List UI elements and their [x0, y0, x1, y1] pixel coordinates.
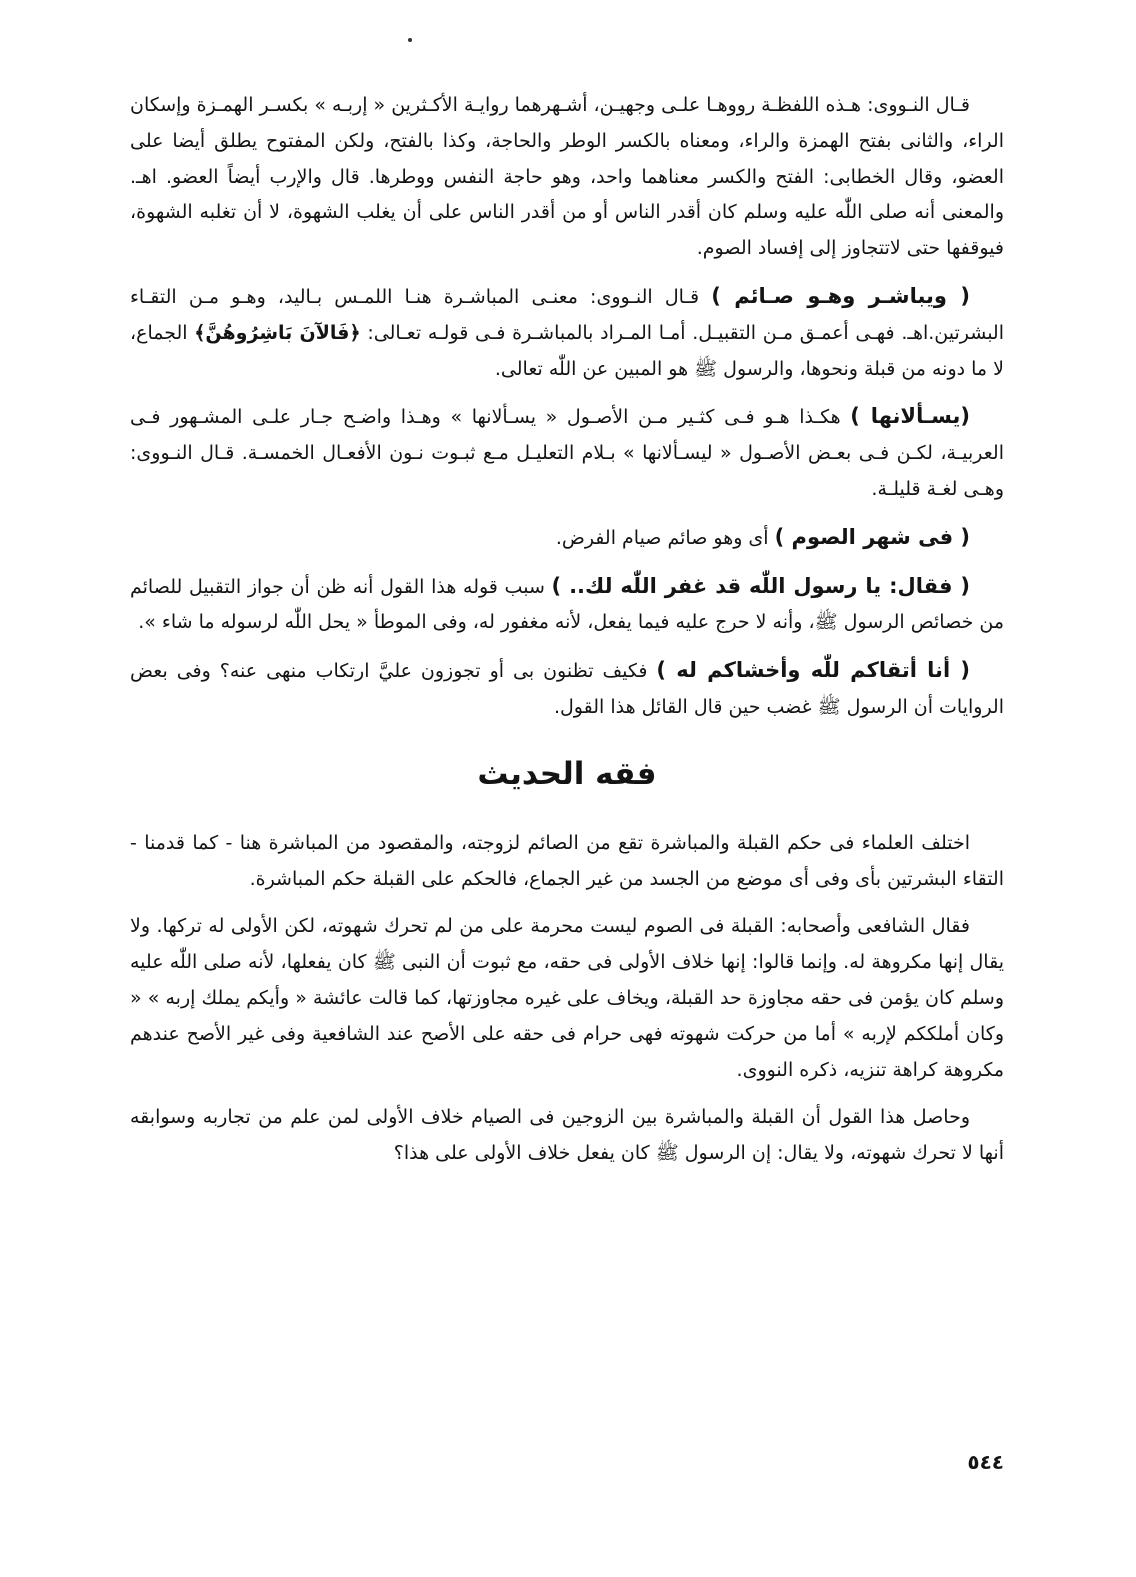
page-body — [130, 88, 1004, 1172]
term-atqakum: ( أنا أتقاكم للّٰه وأخشاكم له ) — [656, 658, 970, 683]
paragraph-irbah-commentary: قـال النـووى: هـذه اللفظـة رووهـا علـى وجهيـن، أشـهرهما روايـة الأكـثرين « إربـه » بكسـر الهمـزة وإسكان الراء، والثانى بفتح الهمزة والراء، ومعناه بالكسر الوطر والحاجة، وكذا بالفتح، ولكن المفتوح يطلق أيضا على العضو، وقال الخطابى: الفتح والكسر معناهما واحد، وهو حاجة النفس ووطرها. قال والإرب أيضاً العضو. اهـ. والمعنى أنه صلى اللّٰه عليه وسلم كان أقدر الناس أو من أقدر الناس على أن يغلب الشهوة، لا أن تغلبه الشهوة، فيوقفها حتى لاتتجاوز إلى إفساد الصوم. — [130, 94, 1004, 260]
ink-dot — [408, 38, 412, 42]
term-yubashir: ( ويباشـر وهـو صـائم ) — [711, 283, 970, 308]
page-number: ٥٤٤ — [967, 1450, 1004, 1474]
text-mubashara-a: قـال النـووى: معنـى المباشـرة هنـا اللمـس بـاليد، وهـو مـن التقـاء البشرتين.اهـ. فهـى أعمـق مـن التقبيـل. أمـا المـراد بالمباشـرة فـى قولـه تعـالى: — [130, 285, 1004, 344]
text-atqakum: فكيف تظنون بى أو تجوزون عليَّ ارتكاب منهى عنه؟ وفى بعض الروايات أن الرسول ﷺ غضب حين قال القائل هذا القول. — [130, 660, 1004, 718]
paragraph-mubashara — [130, 279, 1004, 387]
paragraph-atqakum — [130, 653, 1004, 726]
text-yasalaniha: هكـذا هـو فـى كثـير مـن الأصـول « يسـألانها » وهـذا واضـح جـار علـى المشـهور فـى العربيـة، لكـن فـى بعـض الأصـول « ليسـألانها » بـلام التعليـل مـع ثبـوت نـون الأفعـال الخمسـة. قـال النـووى: وهـى لغـة قليلـة. — [130, 406, 1004, 500]
paragraph-yasalaniha — [130, 399, 1004, 507]
paragraph-shafii: فقال الشافعى وأصحابه: القبلة فى الصوم ليست محرمة على من لم تحرك شهوته، لكن الأولى له تركها. ولا يقال إنها مكروهة له. وإنما قالوا: إنها خلاف الأولى فى حقه، مع ثبوت أن النبى ﷺ كان يفعلها، لأنه صلى اللّٰه عليه وسلم كان يؤمن فى حقه مجاوزة حد القبلة، ويخاف على غيره مجاوزتها، كما قالت عائشة « وأيكم يملك إربه » « وكان أملككم لإربه » أما من حركت شهوته فهى حرام فى حقه على الأصح عند الشافعية وفى غير الأصح عندهم مكروهة كراهة تنزيه، ذكره النووى. — [130, 915, 1004, 1081]
paragraph-hasil: وحاصل هذا القول أن القبلة والمباشرة بين الزوجين فى الصيام خلاف الأولى لمن علم من تجاربه وسوابقه أنها لا تحرك شهوته، ولا يقال: إن الرسول ﷺ كان يفعل خلاف الأولى على هذا؟ — [130, 1106, 1004, 1165]
term-ghafar-allah: ( فقال: يا رسول اللّٰه قد غفر اللّٰه لك.. ) — [551, 573, 971, 598]
paragraph-ghafar-allah — [130, 569, 1004, 642]
term-shahr-alsawm: ( فى شهر الصوم ) — [774, 524, 970, 549]
quran-verse: ﴿فَالآنَ بَاشِرُوهُنَّ﴾ — [194, 321, 361, 344]
section-heading-fiqh-alhadith: فقه الحديث — [477, 755, 657, 792]
text-ghafar-allah: سبب قوله هذا القول أنه ظن أن جواز التقبيل للصائم من خصائص الرسول ﷺ، وأنه لا حرج عليه فيما يفعل، لأنه مغفور له، وفى الموطأ « يحل اللّٰه لرسوله ما شاء ». — [130, 575, 1004, 634]
text-shahr-alsawm: أى وهو صائم صيام الفرض. — [555, 526, 769, 549]
text-mubashara-b: الجماع، لا ما دونه من قبلة ونحوها، والرسول ﷺ هو المبين عن اللّٰه تعالى. — [130, 321, 1004, 380]
term-yasalaniha: (يسـألانها ) — [850, 404, 970, 429]
paragraph-shahr-alsawm — [130, 520, 1004, 557]
paragraph-ikhtilaf: اختلف العلماء فى حكم القبلة والمباشرة تقع من الصائم لزوجته، والمقصود من المباشرة هنا - كما قدمنا - التقاء البشرتين بأى وفى أى موضع من الجسد من غير الجماع، فالحكم على القبلة حكم المباشرة. — [130, 831, 1004, 890]
